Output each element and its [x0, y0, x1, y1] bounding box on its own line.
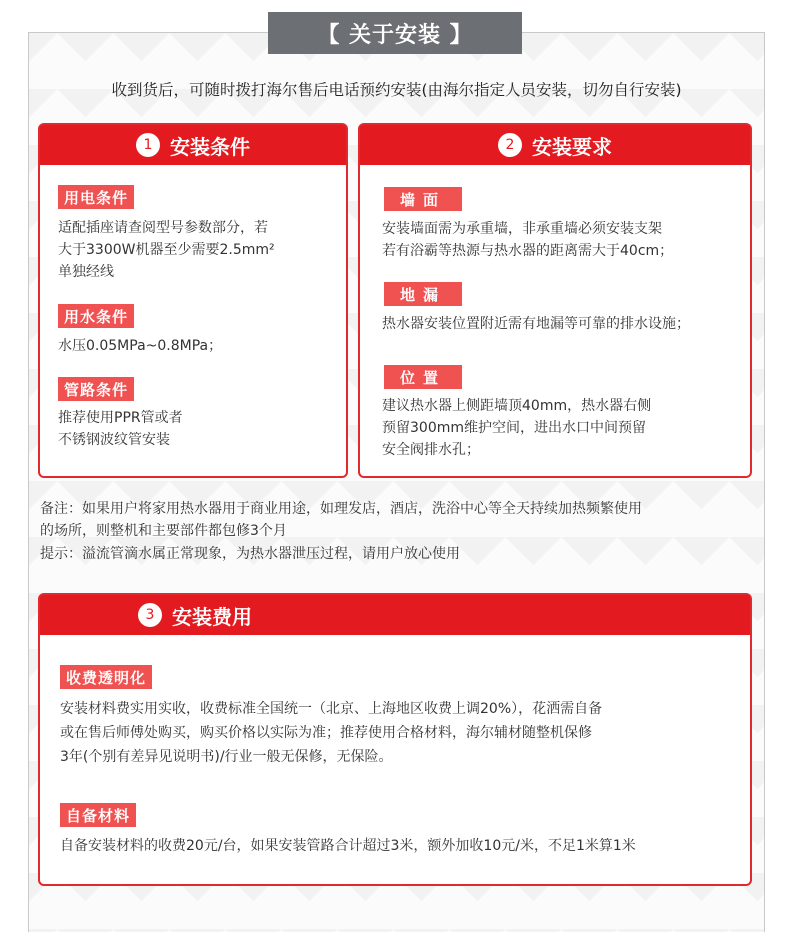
- wall-text: 安装墙面需为承重墙，非承重墙必须安装支架 若有浴霸等热源与热水器的距离需大于40cm；: [382, 221, 674, 259]
- requirements-title: 安装要求: [532, 134, 612, 159]
- wall-tag: 墙面: [384, 187, 462, 211]
- water-tag: 用水条件: [58, 304, 134, 328]
- hint-note: 提示：溢流管滴水属正常现象，为热水器泄压过程，请用户放心使用: [40, 546, 460, 562]
- position-text: 建议热水器上侧距墙顶40mm，热水器右侧 预留300mm维护空间，进出水口中间预留 安全阀排水孔；: [382, 398, 652, 458]
- intro-text: 收到货后，可随时拨打海尔售后电话预约安装(由海尔指定人员安装，切勿自行安装): [111, 81, 682, 99]
- conditions-card: [38, 123, 348, 478]
- conditions-title: 安装条件: [170, 134, 250, 159]
- electric-text: 适配插座请查阅型号参数部分，若 大于3300W机器至少需要2.5mm² 单独经线: [58, 220, 275, 280]
- electric-tag: 用电条件: [58, 185, 134, 209]
- self-supplied-tag: 自备材料: [60, 803, 136, 827]
- transparent-text: 安装材料费实用实收，收费标准全国统一（北京、上海地区收费上调20%），花洒需自备 或在售后师傅处购买，购买价格以实际为准；推荐使用合格材料，海尔辅材随整机保修 3年(个别有差异见说明书)/行业一般无保修，无保险。: [60, 701, 603, 765]
- fees-header: [40, 595, 750, 635]
- requirements-card: [358, 123, 752, 478]
- number-badge: 2: [498, 133, 522, 157]
- position-tag: 位置: [384, 365, 462, 389]
- pipe-tag: 管路条件: [58, 377, 134, 401]
- requirements-header: [360, 125, 750, 165]
- drain-tag: 地漏: [384, 282, 462, 306]
- self-supplied-text: 自备安装材料的收费20元/台，如果安装管路合计超过3米，额外加收10元/米，不足1米算1米: [60, 838, 636, 854]
- number-badge: 1: [136, 133, 160, 157]
- section-title: 【 关于安装 】: [268, 12, 522, 54]
- number-badge: 3: [138, 603, 162, 627]
- fees-card: [38, 593, 752, 886]
- remark-note: 备注：如果用户将家用热水器用于商业用途，如理发店，酒店，洗浴中心等全天持续加热频繁使用 的场所，则整机和主要部件都包修3个月: [40, 501, 642, 539]
- drain-text: 热水器安装位置附近需有地漏等可靠的排水设施；: [382, 316, 690, 332]
- pipe-text: 推荐使用PPR管或者 不锈钢波纹管安装: [58, 410, 183, 448]
- water-text: 水压0.05MPa~0.8MPa；: [58, 338, 223, 354]
- fees-title: 安装费用: [172, 604, 252, 629]
- conditions-header: [40, 125, 346, 165]
- transparent-tag: 收费透明化: [60, 665, 152, 689]
